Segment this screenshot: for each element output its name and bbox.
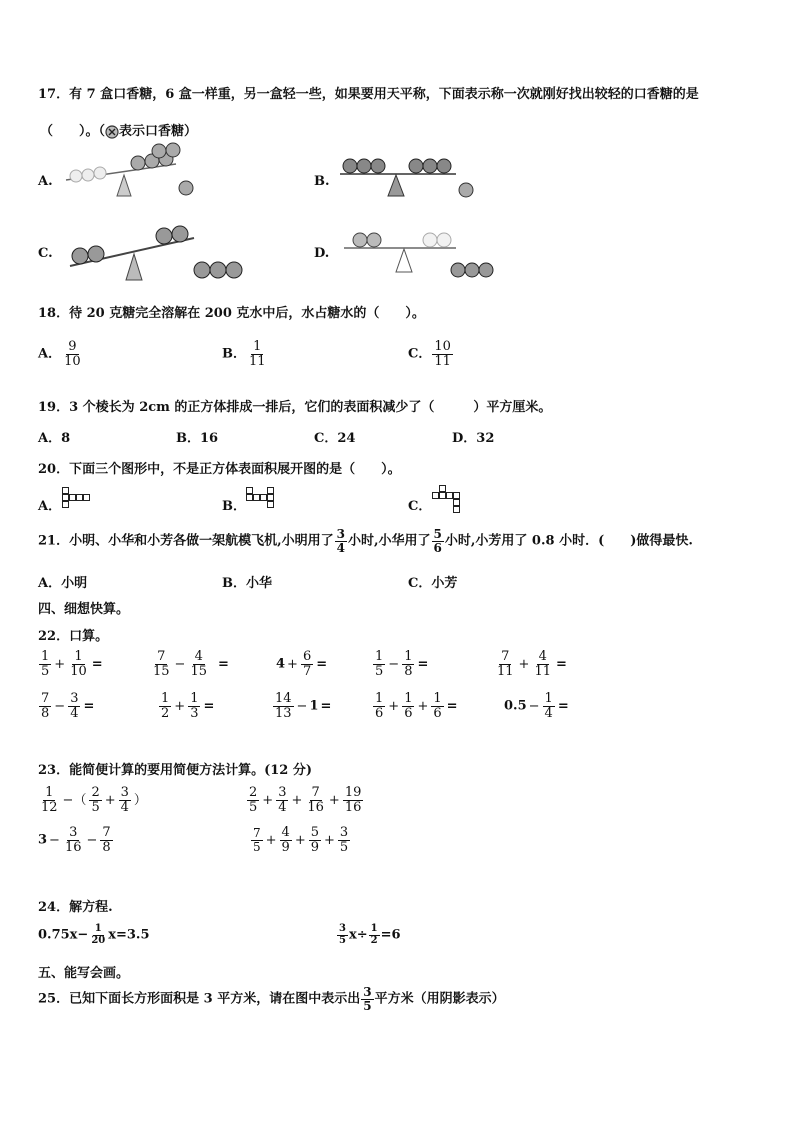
q24-equation-2: $\frac{3}{5}$ x÷ $\frac{1}{2}$ =6 [339, 923, 401, 946]
q17-legend-text: 表示口香糖） [119, 124, 198, 139]
section-5-heading: 五、能写会画。 [38, 966, 130, 981]
balance-scale-icon [64, 148, 214, 200]
q23-expr-4: $\frac{7}{5}$ + $\frac{4}{9}$ + $\frac{5}{9}$ + $\frac{3}{5}$ [253, 825, 349, 855]
q22-expr: $\frac{1}{2}$ + $\frac{1}{3}$ = [161, 691, 215, 721]
q22-expr: 4 + $\frac{6}{7}$ = [276, 649, 328, 679]
q19-option-d[interactable]: D．32 [452, 431, 495, 446]
q22-expr: $\frac{1}{5}$ + $\frac{1}{10}$ = [41, 649, 103, 679]
q18-option-c[interactable]: C． $\frac{10}{11}$ [408, 339, 451, 369]
q22-expr: $\frac{7}{11}$ + $\frac{4}{11}$ = [497, 649, 567, 679]
cube-net-c-icon [432, 485, 472, 515]
q17-option-b-label[interactable]: B. [314, 174, 330, 189]
q22-expr: $\frac{7}{15}$ − $\frac{4}{15}$ = [153, 649, 229, 679]
q18-text: 18．待 20 克糖完全溶解在 200 克水中后，水占糖水的（ ）。 [38, 306, 425, 321]
q22-title: 22．口算。 [38, 629, 109, 644]
q23-expr-3: 3 − $\frac{3}{16}$ − $\frac{7}{8}$ [38, 825, 111, 855]
q17-option-d-label[interactable]: D. [314, 246, 330, 261]
q22-expr: $\frac{7}{8}$ − $\frac{3}{4}$ = [41, 691, 95, 721]
q17-line2 [40, 120, 197, 139]
q17-option-a-label[interactable]: A. [38, 174, 53, 189]
q17-blank: （ ）。（ [40, 124, 106, 139]
balance-scale-icon [338, 150, 488, 202]
q22-expr: $\frac{1}{6}$ + $\frac{1}{6}$ + $\frac{1}{6}$ = [375, 691, 458, 721]
q23-expr-1: $\frac{1}{12}$ −（ $\frac{2}{5}$ + $\frac{3}{4}$ ） [41, 785, 147, 815]
q22-expr: $\frac{14}{13}$ − 1 = [275, 691, 332, 721]
q19-text: 19．3 个棱长为 2cm 的正方体排成一排后，它们的表面积减少了（ ）平方厘米。 [38, 400, 552, 415]
q20-option-a[interactable]: A． [38, 499, 62, 514]
q22-expr: $\frac{1}{5}$ − $\frac{1}{8}$ = [375, 649, 429, 679]
q19-option-a[interactable]: A．8 [38, 431, 71, 446]
q21-option-a[interactable]: A．小明 [38, 576, 88, 591]
cube-net-a-icon [62, 487, 102, 517]
balance-scale-icon [344, 228, 514, 282]
q19-option-b[interactable]: B．16 [176, 431, 219, 446]
section-4-heading: 四、细想快算。 [38, 602, 130, 617]
q18-option-a[interactable]: A． $\frac{9}{10}$ [38, 339, 81, 369]
q18-option-b[interactable]: B． $\frac{1}{11}$ [222, 339, 266, 369]
q24-equation-1: 0.75x− $\frac{1}{20}$ x=3.5 [38, 923, 150, 946]
q21-option-c[interactable]: C．小芳 [408, 576, 458, 591]
q20-option-c[interactable]: C． [408, 499, 432, 514]
q24-title: 24．解方程. [38, 900, 113, 915]
cube-net-b-icon [246, 487, 286, 517]
q22-expr: 0.5 − $\frac{1}{4}$ = [504, 691, 569, 721]
q21-text: 21．小明、小华和小芳各做一架航模飞机,小明用了 $\frac{3}{4}$ 小时,小华用了 $\frac{5}{6}$ 小时,小芳用了 0.8 小时．( )做得最快. [38, 527, 693, 555]
q23-expr-2: $\frac{2}{5}$ + $\frac{3}{4}$ + $\frac{7}{16}$ + $\frac{19}{16}$ [249, 785, 362, 815]
q23-title: 23．能简便计算的要用简便方法计算。(12 分) [38, 763, 313, 778]
q21-option-b[interactable]: B．小华 [222, 576, 272, 591]
q17-line1: 17．有 7 盒口香糖，6 盒一样重，另一盒轻一些，如果要用天平称，下面表示称一次就刚好找出较轻的口香糖的是 [38, 87, 699, 102]
gum-box-icon [105, 125, 119, 139]
q25-text: 25．已知下面长方形面积是 3 平方米，请在图中表示出 $\frac{3}{5}$ 平方米（用阴影表示） [38, 985, 505, 1013]
q19-option-c[interactable]: C．24 [314, 431, 356, 446]
q20-text: 20．下面三个图形中，不是正方体表面积展开图的是（ ）。 [38, 462, 401, 477]
balance-scale-icon [64, 224, 254, 282]
q17-option-c-label[interactable]: C. [38, 246, 53, 261]
q20-option-b[interactable]: B． [222, 499, 246, 514]
